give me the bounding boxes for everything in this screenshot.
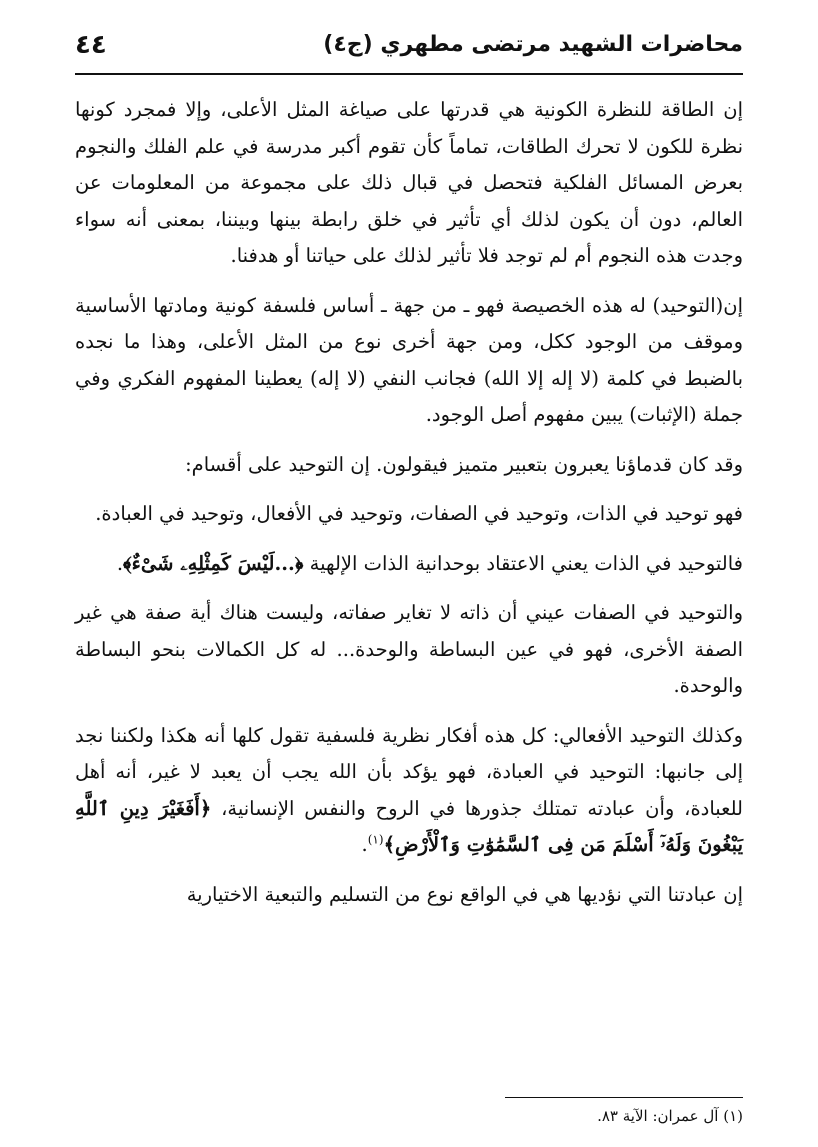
running-title: محاضرات الشهيد مرتضى مطهري (ج٤) <box>323 32 743 57</box>
paragraph-5-end: . <box>116 551 124 575</box>
paragraph-7-end: . <box>361 833 368 856</box>
quran-verse-1: ﴿...لَيْسَ كَمِثْلِهِۦ شَىْءٌ﴾ <box>123 551 304 575</box>
footnote: (١) آل عمران: الآية ٨٣. <box>597 1107 743 1125</box>
paragraph-5 <box>75 546 743 583</box>
quran-verse-2: ﴿أَفَغَيْرَ دِينِ ٱللَّهِ يَبْغُونَ وَلَهُۥٓ أَسْلَمَ مَن فِى ٱلسَّمَٰوَٰتِ وَٱلْأَرْضِ﴾ <box>75 796 743 856</box>
paragraph-2: إن(التوحيد) له هذه الخصيصة فهو ـ من جهة ـ أساس فلسفة كونية ومادتها الأساسية وموقف من الوجود ككل، ومن جهة أخرى نوع من المثل الأعلى، وهذا ما نجده بالضبط في كلمة (لا إله إلا الله) فجانب النفي (لا إله) يعطينا المفهوم الفكري وفي جملة (الإثبات) يبين مفهوم أصل الوجود. <box>75 293 743 426</box>
footnote-mark: (١) <box>367 832 384 847</box>
paragraph-1: إن الطاقة للنظرة الكونية هي قدرتها على صياغة المثل الأعلى، وإلا فمجرد كونها نظرة للكون لا تحرك الطاقات، تماماً كأن تقوم أكبر مدرسة في علم الفلك والنجوم بعرض المسائل الفلكية فتحصل في قبال ذلك على مجموعة من المعلومات عن العالم، دون أن يكون لذلك أي تأثير في خلق رابطة بينها وبيننا، بمعنى أنه سواء وجدت هذه النجوم أم لم توجد فلا تأثير لذلك على حياتنا أو هدفنا. <box>75 98 743 267</box>
paragraph-6: والتوحيد في الصفات عيني أن ذاته لا تغاير صفاته، وليست هناك أية صفة هي غير الصفة الأخرى، فهو في عين البساطة والوحدة... له كل الكمالات بنحو البساطة والوحدة. <box>75 601 743 697</box>
header-rule <box>75 73 743 75</box>
body-text <box>75 92 743 926</box>
page-number: ٤٤ <box>75 30 107 60</box>
paragraph-7 <box>75 718 743 864</box>
footnote-rule <box>505 1097 743 1098</box>
paragraph-5-text: فالتوحيد في الذات يعني الاعتقاد بوحدانية الذات الإلهية <box>309 551 743 575</box>
paragraph-3: وقد كان قدماؤنا يعبرون بتعبير متميز فيقولون. إن التوحيد على أقسام: <box>185 452 743 476</box>
paragraph-8: إن عبادتنا التي نؤديها هي في الواقع نوع من التسليم والتبعية الاختيارية <box>186 882 743 906</box>
page-header <box>75 22 743 68</box>
paragraph-4: فهو توحيد في الذات، وتوحيد في الصفات، وتوحيد في الأفعال، وتوحيد في العبادة. <box>95 502 743 525</box>
paragraph-7-text: وكذلك التوحيد الأفعالي: كل هذه أفكار نظرية فلسفية تقول كلها أنه هكذا ولكننا نجد إلى جانبها: التوحيد في العبادة، فهو يؤكد بأن الله يجب أن يعبد لا غير، أنه أهل للعبادة، وأن عبادته تمتلك جذورها في الروح والنفس الإنسانية، <box>75 723 743 820</box>
